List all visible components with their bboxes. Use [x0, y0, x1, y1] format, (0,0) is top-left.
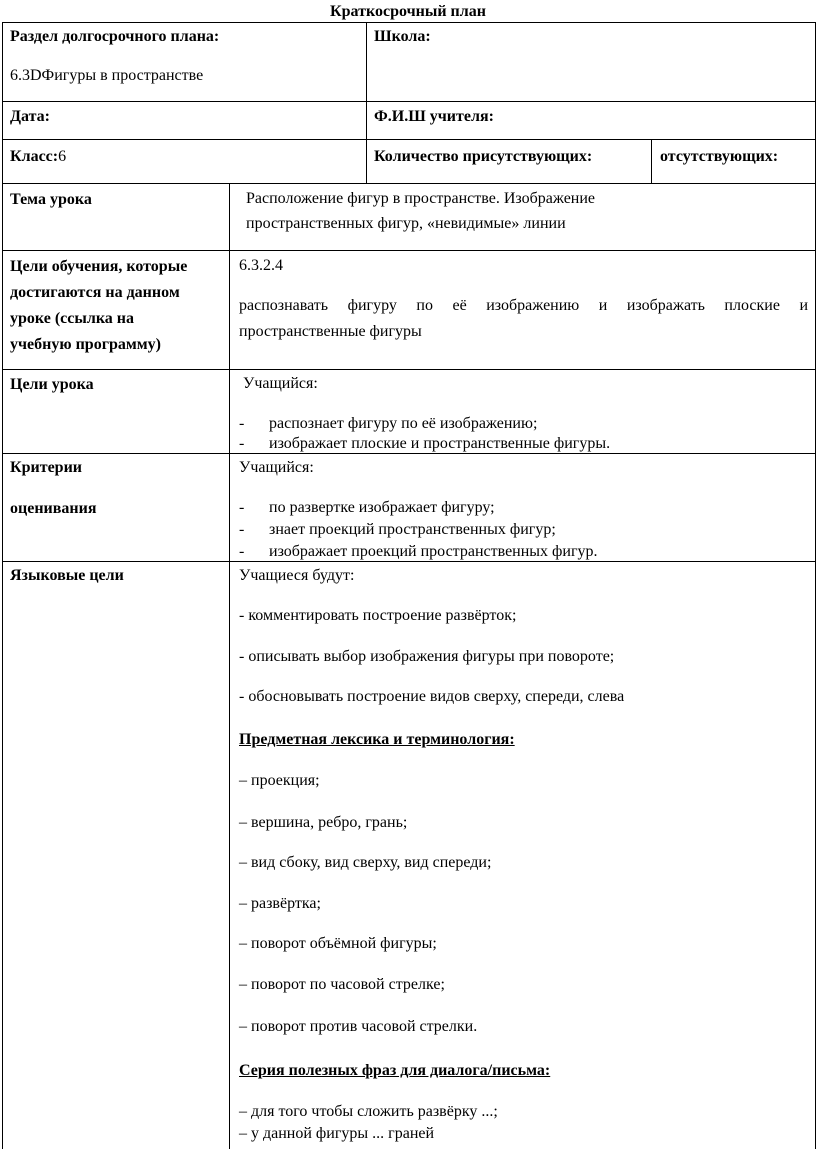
- document-title: Краткосрочный план: [330, 3, 486, 20]
- criteria-bullet: -: [239, 499, 245, 516]
- column-divider-body: [229, 183, 230, 1149]
- criteria-item: изображает проекций пространственных фигур.: [269, 543, 598, 560]
- objectives-label-line-4: учебную программу): [10, 336, 161, 353]
- date-label: Дата:: [10, 108, 50, 125]
- vocab-item: – вершина, ребро, грань;: [239, 814, 408, 831]
- objectives-text-line-2: пространственные фигуры: [239, 323, 422, 340]
- row-divider: [2, 101, 816, 102]
- long-term-section-label: Раздел долгосрочного плана:: [10, 28, 220, 45]
- phrase-item: – для того чтобы сложить развёрку ...;: [239, 1103, 498, 1120]
- lesson-goal-item: изображает плоские и пространственные фигуры.: [269, 435, 611, 452]
- row-divider: [2, 250, 816, 251]
- lesson-goals-label: Цели урока: [10, 376, 94, 393]
- phrases-heading: Серия полезных фраз для диалога/письма:: [239, 1062, 551, 1079]
- lesson-goal-bullet: -: [239, 435, 245, 452]
- topic-label: Тема урока: [10, 191, 92, 208]
- language-action-item: - комментировать построение развёрток;: [239, 607, 517, 624]
- class-value: 6: [58, 148, 67, 165]
- criteria-item: по развертке изображает фигуру;: [269, 499, 495, 516]
- long-term-section-value: 6.3DФигуры в пространстве: [10, 67, 204, 84]
- objectives-code: 6.3.2.4: [239, 257, 283, 274]
- class-label: Класс:: [10, 148, 59, 165]
- criteria-intro: Учащийся:: [239, 459, 314, 476]
- school-label: Школа:: [374, 28, 431, 45]
- objectives-label-line-3: уроке (ссылка на: [10, 310, 135, 327]
- vocab-item: – поворот против часовой стрелки.: [239, 1018, 478, 1035]
- lesson-goals-intro: Учащийся:: [243, 375, 318, 392]
- vocab-item: – развёртка;: [239, 895, 321, 912]
- lesson-goal-bullet: -: [239, 415, 245, 432]
- table-border-left: [2, 22, 3, 1149]
- topic-line-1: Расположение фигур в пространстве. Изображение: [246, 190, 596, 207]
- absent-label: отсутствующих:: [660, 148, 779, 165]
- objectives-text-line-1: распознавать фигуру по её изображению и изображать плоские и: [239, 297, 808, 314]
- vocab-item: – проекция;: [239, 772, 320, 789]
- criteria-bullet: -: [239, 543, 245, 560]
- language-action-item: - обосновывать построение видов сверху, спереди, слева: [239, 688, 625, 705]
- topic-line-2: пространственных фигур, «невидимые» линии: [246, 215, 566, 232]
- phrase-item: – у данной фигуры ... граней: [239, 1125, 435, 1142]
- criteria-label-line-1: Критерии: [10, 459, 83, 476]
- column-divider-attendance: [651, 139, 652, 183]
- criteria-label-line-2: оценивания: [10, 500, 97, 517]
- present-label: Количество присутствующих:: [374, 148, 593, 165]
- table-border-top: [2, 22, 816, 23]
- criteria-bullet: -: [239, 521, 245, 538]
- criteria-item: знает проекций пространственных фигур;: [269, 521, 556, 538]
- row-divider: [2, 139, 816, 140]
- class-field: [10, 147, 66, 167]
- language-action-item: - описывать выбор изображения фигуры при повороте;: [239, 648, 615, 665]
- row-divider: [2, 369, 816, 370]
- lesson-goal-item: распознает фигуру по её изображению;: [269, 415, 538, 432]
- teacher-label: Ф.И.Ш учителя:: [374, 108, 494, 125]
- vocab-item: – вид сбоку, вид сверху, вид спереди;: [239, 854, 492, 871]
- objectives-label-line-1: Цели обучения, которые: [10, 258, 188, 275]
- vocab-item: – поворот по часовой стрелке;: [239, 976, 445, 993]
- vocab-heading: Предметная лексика и терминология:: [239, 731, 515, 748]
- language-goals-label: Языковые цели: [10, 567, 124, 584]
- language-goals-intro: Учащиеся будут:: [239, 567, 355, 584]
- vocab-item: – поворот объёмной фигуры;: [239, 935, 437, 952]
- row-divider: [2, 183, 816, 184]
- column-divider-header: [366, 22, 367, 183]
- objectives-label-line-2: достигаются на данном: [10, 284, 180, 301]
